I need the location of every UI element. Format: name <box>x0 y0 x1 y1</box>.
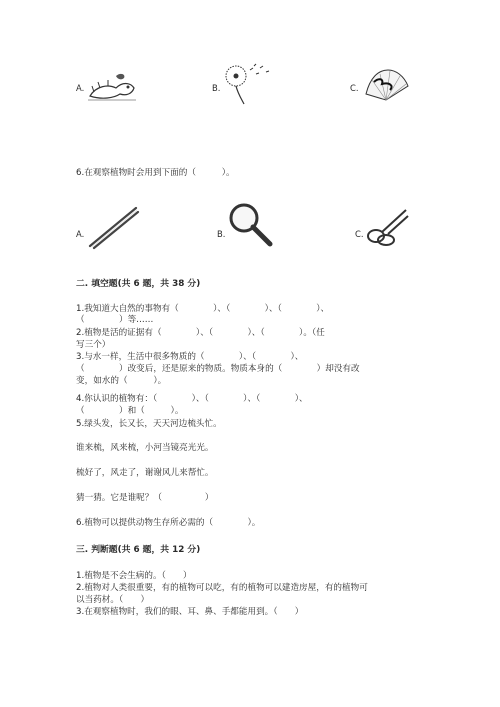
fill-q1-line1: 1.我知道大自然的事物有（ ）、（ ）、（ ）、 <box>76 304 330 314</box>
fill-q5-riddle-line3: 梳好了，风走了，谢谢风儿来帮忙。 <box>76 468 214 478</box>
fill-q2-line1: 2.植物是活的证据有（ ）、（ ）、（ ）。（任 <box>76 328 325 338</box>
q6-option-b-label: B. <box>217 229 226 239</box>
judge-q2-line1: 2.植物对人类很重要，有的植物可以吃，有的植物可以建造房屋，有的植物可 <box>76 583 368 593</box>
judge-q2-line2: 以当药材。（ ） <box>76 595 150 605</box>
option-a-label: A. <box>76 83 85 93</box>
q6-option-c-label: C. <box>355 229 364 239</box>
fill-q5-riddle-line1: 5.绿头发，长又长，天天河边梳头忙。 <box>76 419 222 429</box>
fill-q2-line2: 写三个） <box>76 340 111 350</box>
fill-q3-line2: （ ）改变后，还是原来的物质。物质本身的（ ）却没有改 <box>76 364 360 374</box>
q6-option-a-label: A. <box>76 229 85 239</box>
fill-q3-line1: 3.与水一样，生活中很多物质的（ ）、（ ）、 <box>76 352 304 362</box>
fill-q1-line2: （ ）等…… <box>76 315 154 325</box>
dandelion-picture <box>222 62 274 106</box>
section-3-heading: 三. 判断题(共 6 题，共 12 分) <box>76 545 201 555</box>
option-c-label: C. <box>350 83 359 93</box>
fill-q6: 6.植物可以提供动物生存所必需的（ ）。 <box>76 518 261 528</box>
judge-q1: 1.植物是不会生病的。（ ） <box>76 571 192 581</box>
mouse-creature-picture <box>86 70 140 104</box>
fill-q5-riddle-line2: 谁来梳，风来梳，小河当镜亮光光。 <box>76 443 214 453</box>
chopsticks-picture <box>84 202 142 250</box>
question-6-text: 6.在观察植物时会用到下面的（ ）。 <box>76 168 235 178</box>
fill-q5-guess: 猜一猜。它是谁呢？（ ） <box>76 493 214 503</box>
scissors-picture <box>364 206 410 248</box>
fill-q3-line3: 变，如水的（ ）。 <box>76 376 167 386</box>
fill-q4-line2: （ ）和（ ）。 <box>76 406 184 416</box>
folding-fan-picture <box>360 66 412 102</box>
section-2-heading: 二. 填空题(共 6 题，共 38 分) <box>76 279 201 289</box>
fill-q4-line1: 4.你认识的植物有：（ ）、（ ）、（ ）、 <box>76 394 308 404</box>
magnifying-glass-picture <box>226 200 276 250</box>
judge-q3: 3.在观察植物时，我们的眼、耳、鼻、手都能用到。（ ） <box>76 607 304 617</box>
option-b-label: B. <box>212 83 221 93</box>
